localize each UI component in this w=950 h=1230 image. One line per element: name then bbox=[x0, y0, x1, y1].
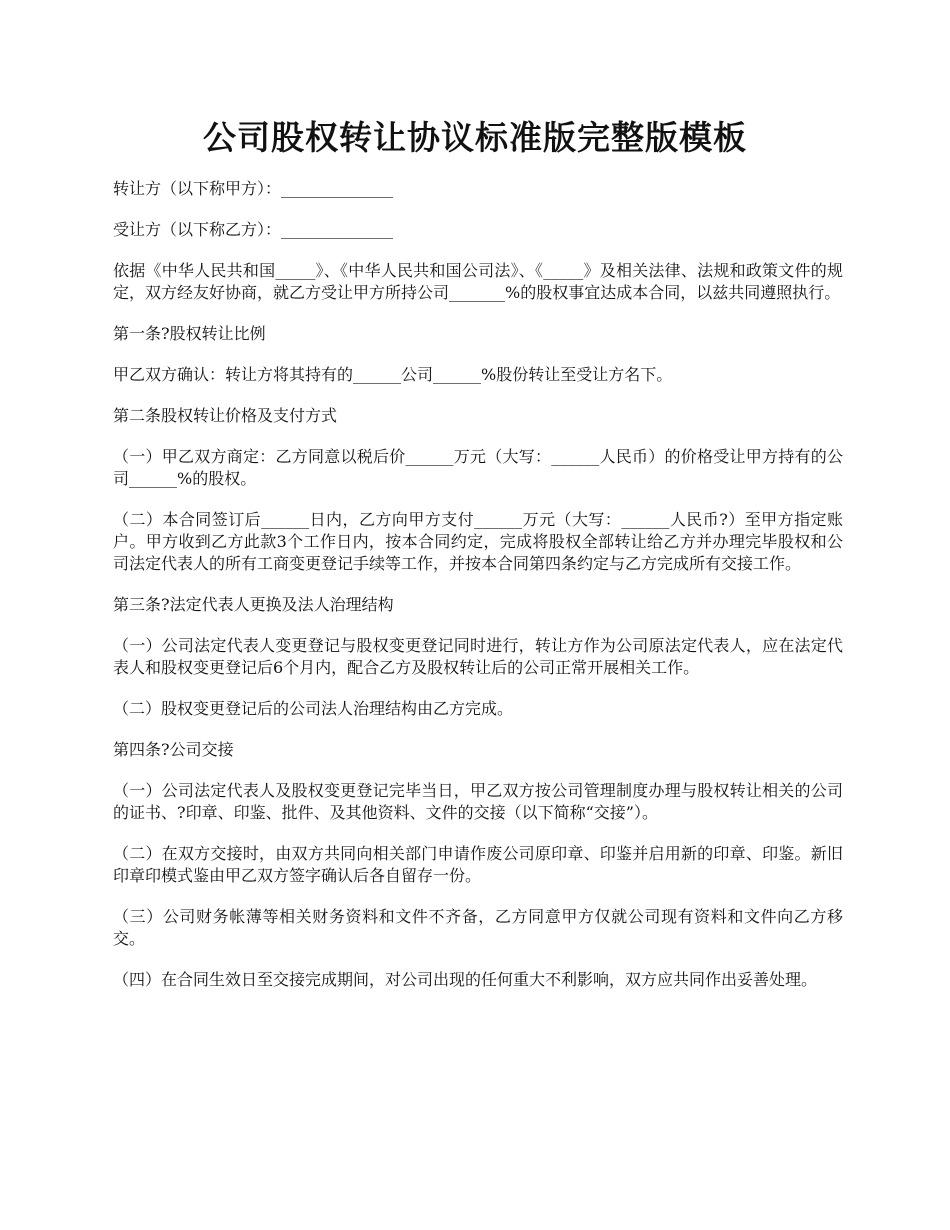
article-1-text: 甲乙双方确认：转让方将其持有的______公司______%股份转让至受让方名下。 bbox=[113, 365, 673, 384]
transferee-line: 受让方（以下称乙方）：______________ bbox=[113, 220, 394, 239]
article-4-clause-1: （一）公司法定代表人及股权变更登记完毕当日，甲乙双方按公司管理制度办理与股权转让相关的公司的证书、?印章、印鉴、批件、及其他资料、文件的交接（以下简称“交接”）。 bbox=[113, 781, 843, 822]
transferor-line: 转让方（以下称甲方）：______________ bbox=[113, 179, 394, 198]
document-title: 公司股权转让协议标准版完整版模板 bbox=[203, 118, 747, 157]
article-2-clause-2: （二）本合同签订后______日内，乙方向甲方支付______万元（大写：______人民币?）至甲方指定账户。甲方收到乙方此款3个工作日内，按本合同约定，完成将股权全部转让给乙方并办理完毕股权和公司法定代表人的所有工商变更登记手续等工作，并按本合同第四条约定与乙方完成所有交接工作。 bbox=[113, 510, 843, 573]
article-4-clause-3: （三）公司财务帐薄等相关财务资料和文件不齐备，乙方同意甲方仅就公司现有资料和文件向乙方移交。 bbox=[113, 907, 843, 948]
article-3-heading: 第三条?法定代表人更换及法人治理结构 bbox=[113, 595, 394, 614]
preamble-paragraph: 依据《中华人民共和国_____》、《中华人民共和国公司法》、《_____》及相关法律、法规和政策文件的规定，双方经友好协商，就乙方受让甲方所持公司_______%的股权事宜达成本合同，以兹共同遵照执行。 bbox=[113, 261, 843, 302]
article-2-clause-1: （一）甲乙双方商定：乙方同意以税后价______万元（大写：______人民币）的价格受让甲方持有的公司______%的股权。 bbox=[113, 447, 843, 488]
article-2-heading: 第二条股权转让价格及支付方式 bbox=[113, 406, 338, 425]
article-4-heading: 第四条?公司交接 bbox=[113, 740, 234, 759]
article-4-clause-4: （四）在合同生效日至交接完成期间，对公司出现的任何重大不利影响，双方应共同作出妥善处理。 bbox=[113, 970, 818, 989]
article-4-clause-2: （二）在双方交接时，由双方共同向相关部门申请作废公司原印章、印鉴并启用新的印章、印鉴。新旧印章印模式鉴由甲乙双方签字确认后各自留存一份。 bbox=[113, 844, 843, 885]
article-1-heading: 第一条?股权转让比例 bbox=[113, 324, 266, 343]
article-3-clause-2: （二）股权变更登记后的公司法人治理结构由乙方完成。 bbox=[113, 699, 514, 718]
document-body bbox=[113, 178, 843, 1010]
article-3-clause-1: （一）公司法定代表人变更登记与股权变更登记同时进行，转让方作为公司原法定代表人，应在法定代表人和股权变更登记后6个月内，配合乙方及股权转让后的公司正常开展相关工作。 bbox=[113, 636, 843, 677]
